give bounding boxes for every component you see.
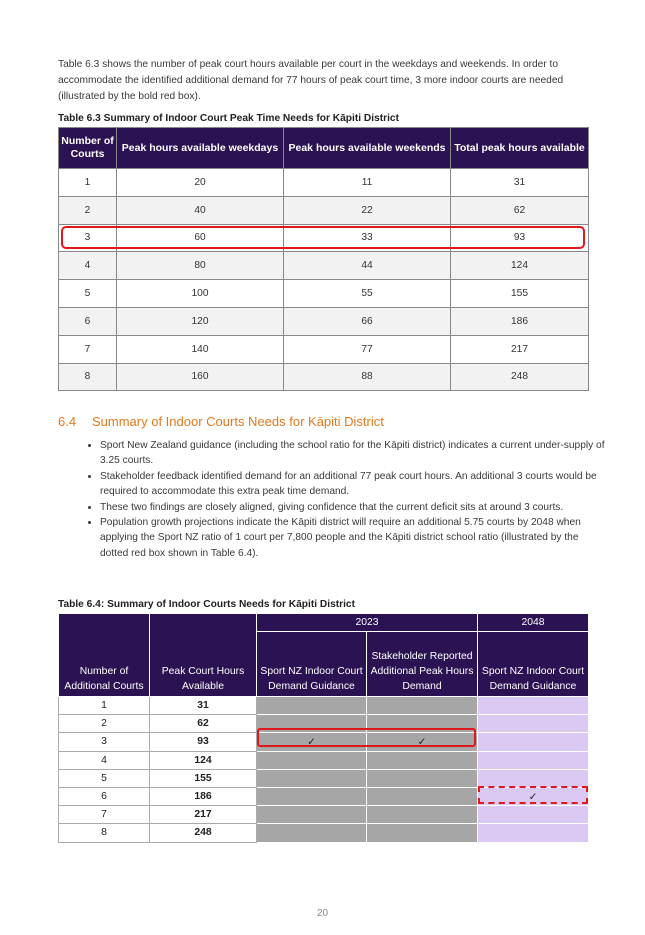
cell: 124 bbox=[451, 252, 589, 280]
cell: 2 bbox=[59, 196, 117, 224]
list-item: • Sport New Zealand guidance (including the school ratio for the Kāpiti district) indicates a current under-supply of 3.25 courts. bbox=[100, 438, 606, 469]
cell: 3 bbox=[59, 224, 117, 252]
cell: 140 bbox=[117, 335, 284, 363]
page-number: 20 bbox=[316, 908, 329, 919]
cell: 11 bbox=[284, 169, 451, 197]
cell-sportnz-2023 bbox=[257, 806, 367, 824]
cell: 1 bbox=[59, 169, 117, 197]
bold-red-highlight-box bbox=[61, 226, 585, 249]
cell-stakeholder bbox=[367, 806, 478, 824]
cell: 93 bbox=[451, 224, 589, 252]
table-row bbox=[59, 769, 589, 787]
table64-caption: Table 6.4: Summary of Indoor Courts Needs for Kāpiti District bbox=[58, 599, 355, 610]
cell: 4 bbox=[59, 252, 117, 280]
cell: 80 bbox=[117, 252, 284, 280]
header-total-peak: Total peak hours available bbox=[451, 128, 589, 169]
cell-courts: 5 bbox=[59, 769, 150, 787]
cell-courts: 8 bbox=[59, 824, 150, 842]
cell-sportnz-2023: ✓ bbox=[257, 733, 367, 751]
table-row bbox=[59, 363, 589, 391]
cell-stakeholder: ✓ bbox=[367, 733, 478, 751]
cell: 22 bbox=[284, 196, 451, 224]
table63-caption: Table 6.3 Summary of Indoor Court Peak Time Needs for Kāpiti District bbox=[58, 113, 399, 124]
cell-sportnz-2048 bbox=[478, 751, 589, 769]
list-item: • Population growth projections indicate the Kāpiti district will require an additional 5.75 courts by 2048 when applying the Sport NZ ratio of 1 court per 7,800 people and the Kāpiti district school ratio (illustrated by the dotted red box shown in Table 6.4). bbox=[100, 515, 606, 561]
section-number: 6.4 bbox=[58, 414, 77, 429]
cell-sportnz-2048 bbox=[478, 769, 589, 787]
cell-hours: 62 bbox=[150, 715, 257, 733]
cell: 20 bbox=[117, 169, 284, 197]
table-row bbox=[59, 307, 589, 335]
cell-courts: 4 bbox=[59, 751, 150, 769]
list-item: • Stakeholder feedback identified demand for an additional 77 peak court hours. An additional 3 courts would be required to accommodate this extra peak time demand. bbox=[100, 469, 606, 500]
cell-hours: 31 bbox=[150, 697, 257, 715]
cell-hours: 186 bbox=[150, 787, 257, 805]
cell-stakeholder bbox=[367, 824, 478, 842]
header-year-2023: 2023 bbox=[257, 614, 478, 632]
cell-hours: 93 bbox=[150, 733, 257, 751]
header-sportnz-2048: Sport NZ Indoor Court Demand Guidance bbox=[478, 632, 589, 697]
cell: 60 bbox=[117, 224, 284, 252]
cell: 8 bbox=[59, 363, 117, 391]
cell-sportnz-2023 bbox=[257, 751, 367, 769]
cell: 160 bbox=[117, 363, 284, 391]
cell: 186 bbox=[451, 307, 589, 335]
cell-hours: 124 bbox=[150, 751, 257, 769]
cell-courts: 1 bbox=[59, 697, 150, 715]
table-row bbox=[59, 252, 589, 280]
cell: 88 bbox=[284, 363, 451, 391]
cell: 248 bbox=[451, 363, 589, 391]
cell: 217 bbox=[451, 335, 589, 363]
cell: 33 bbox=[284, 224, 451, 252]
cell-sportnz-2023 bbox=[257, 697, 367, 715]
cell: 66 bbox=[284, 307, 451, 335]
header-stakeholder-demand: Stakeholder Reported Additional Peak Hours Demand bbox=[367, 632, 478, 697]
header-peak-weekends: Peak hours available weekends bbox=[284, 128, 451, 169]
cell-stakeholder bbox=[367, 697, 478, 715]
cell-sportnz-2048 bbox=[478, 806, 589, 824]
header-peak-weekdays: Peak hours available weekdays bbox=[117, 128, 284, 169]
table-row bbox=[59, 824, 589, 842]
table-row bbox=[59, 335, 589, 363]
dotted-red-highlight-box-2048 bbox=[478, 786, 588, 804]
cell-sportnz-2023 bbox=[257, 787, 367, 805]
cell-stakeholder bbox=[367, 787, 478, 805]
cell: 5 bbox=[59, 280, 117, 308]
cell: 77 bbox=[284, 335, 451, 363]
cell: 100 bbox=[117, 280, 284, 308]
table-row bbox=[59, 169, 589, 197]
table-row bbox=[59, 697, 589, 715]
cell-courts: 3 bbox=[59, 733, 150, 751]
cell-hours: 217 bbox=[150, 806, 257, 824]
table64-year-row bbox=[59, 614, 589, 632]
cell: 62 bbox=[451, 196, 589, 224]
cell-sportnz-2023 bbox=[257, 824, 367, 842]
intro-paragraph: Table 6.3 shows the number of peak court hours available per court in the weekdays and weekends. In order to accommodate the identified additional demand for 77 hours of peak court time, 3 more indoor courts are needed (illustrated by the bold red box). bbox=[58, 59, 564, 102]
table-row bbox=[59, 280, 589, 308]
header-sportnz-2023: Sport NZ Indoor Court Demand Guidance bbox=[257, 632, 367, 697]
cell-sportnz-2048 bbox=[478, 824, 589, 842]
cell: 155 bbox=[451, 280, 589, 308]
bold-red-highlight-box-2023 bbox=[257, 728, 476, 747]
cell-stakeholder bbox=[367, 751, 478, 769]
section-heading bbox=[58, 414, 384, 429]
cell-hours: 155 bbox=[150, 769, 257, 787]
table-row bbox=[59, 196, 589, 224]
cell-sportnz-2023 bbox=[257, 769, 367, 787]
cell-hours: 248 bbox=[150, 824, 257, 842]
table63-header-row bbox=[59, 128, 589, 169]
header-peak-court-hours: Peak Court Hours Available bbox=[150, 614, 257, 697]
cell-courts: 6 bbox=[59, 787, 150, 805]
cell: 40 bbox=[117, 196, 284, 224]
table-row bbox=[59, 806, 589, 824]
cell: 55 bbox=[284, 280, 451, 308]
findings-list bbox=[82, 438, 606, 561]
cell: 31 bbox=[451, 169, 589, 197]
cell: 120 bbox=[117, 307, 284, 335]
cell-stakeholder bbox=[367, 769, 478, 787]
cell-courts: 7 bbox=[59, 806, 150, 824]
cell-sportnz-2048 bbox=[478, 715, 589, 733]
cell-sportnz-2048 bbox=[478, 697, 589, 715]
table-6-3 bbox=[58, 127, 589, 391]
cell: 6 bbox=[59, 307, 117, 335]
header-number-of-additional-courts: Number of Additional Courts bbox=[59, 614, 150, 697]
section-title: Summary of Indoor Courts Needs for Kāpiti District bbox=[92, 414, 384, 429]
cell-sportnz-2048 bbox=[478, 733, 589, 751]
cell-courts: 2 bbox=[59, 715, 150, 733]
list-item: • These two findings are closely aligned, giving confidence that the current deficit sits at around 3 courts. bbox=[100, 500, 606, 515]
cell: 44 bbox=[284, 252, 451, 280]
table-row bbox=[59, 751, 589, 769]
cell-sportnz-2048: ✓ bbox=[478, 787, 589, 805]
cell: 7 bbox=[59, 335, 117, 363]
header-year-2048: 2048 bbox=[478, 614, 589, 632]
header-number-of-courts: Number of Courts bbox=[59, 128, 117, 169]
